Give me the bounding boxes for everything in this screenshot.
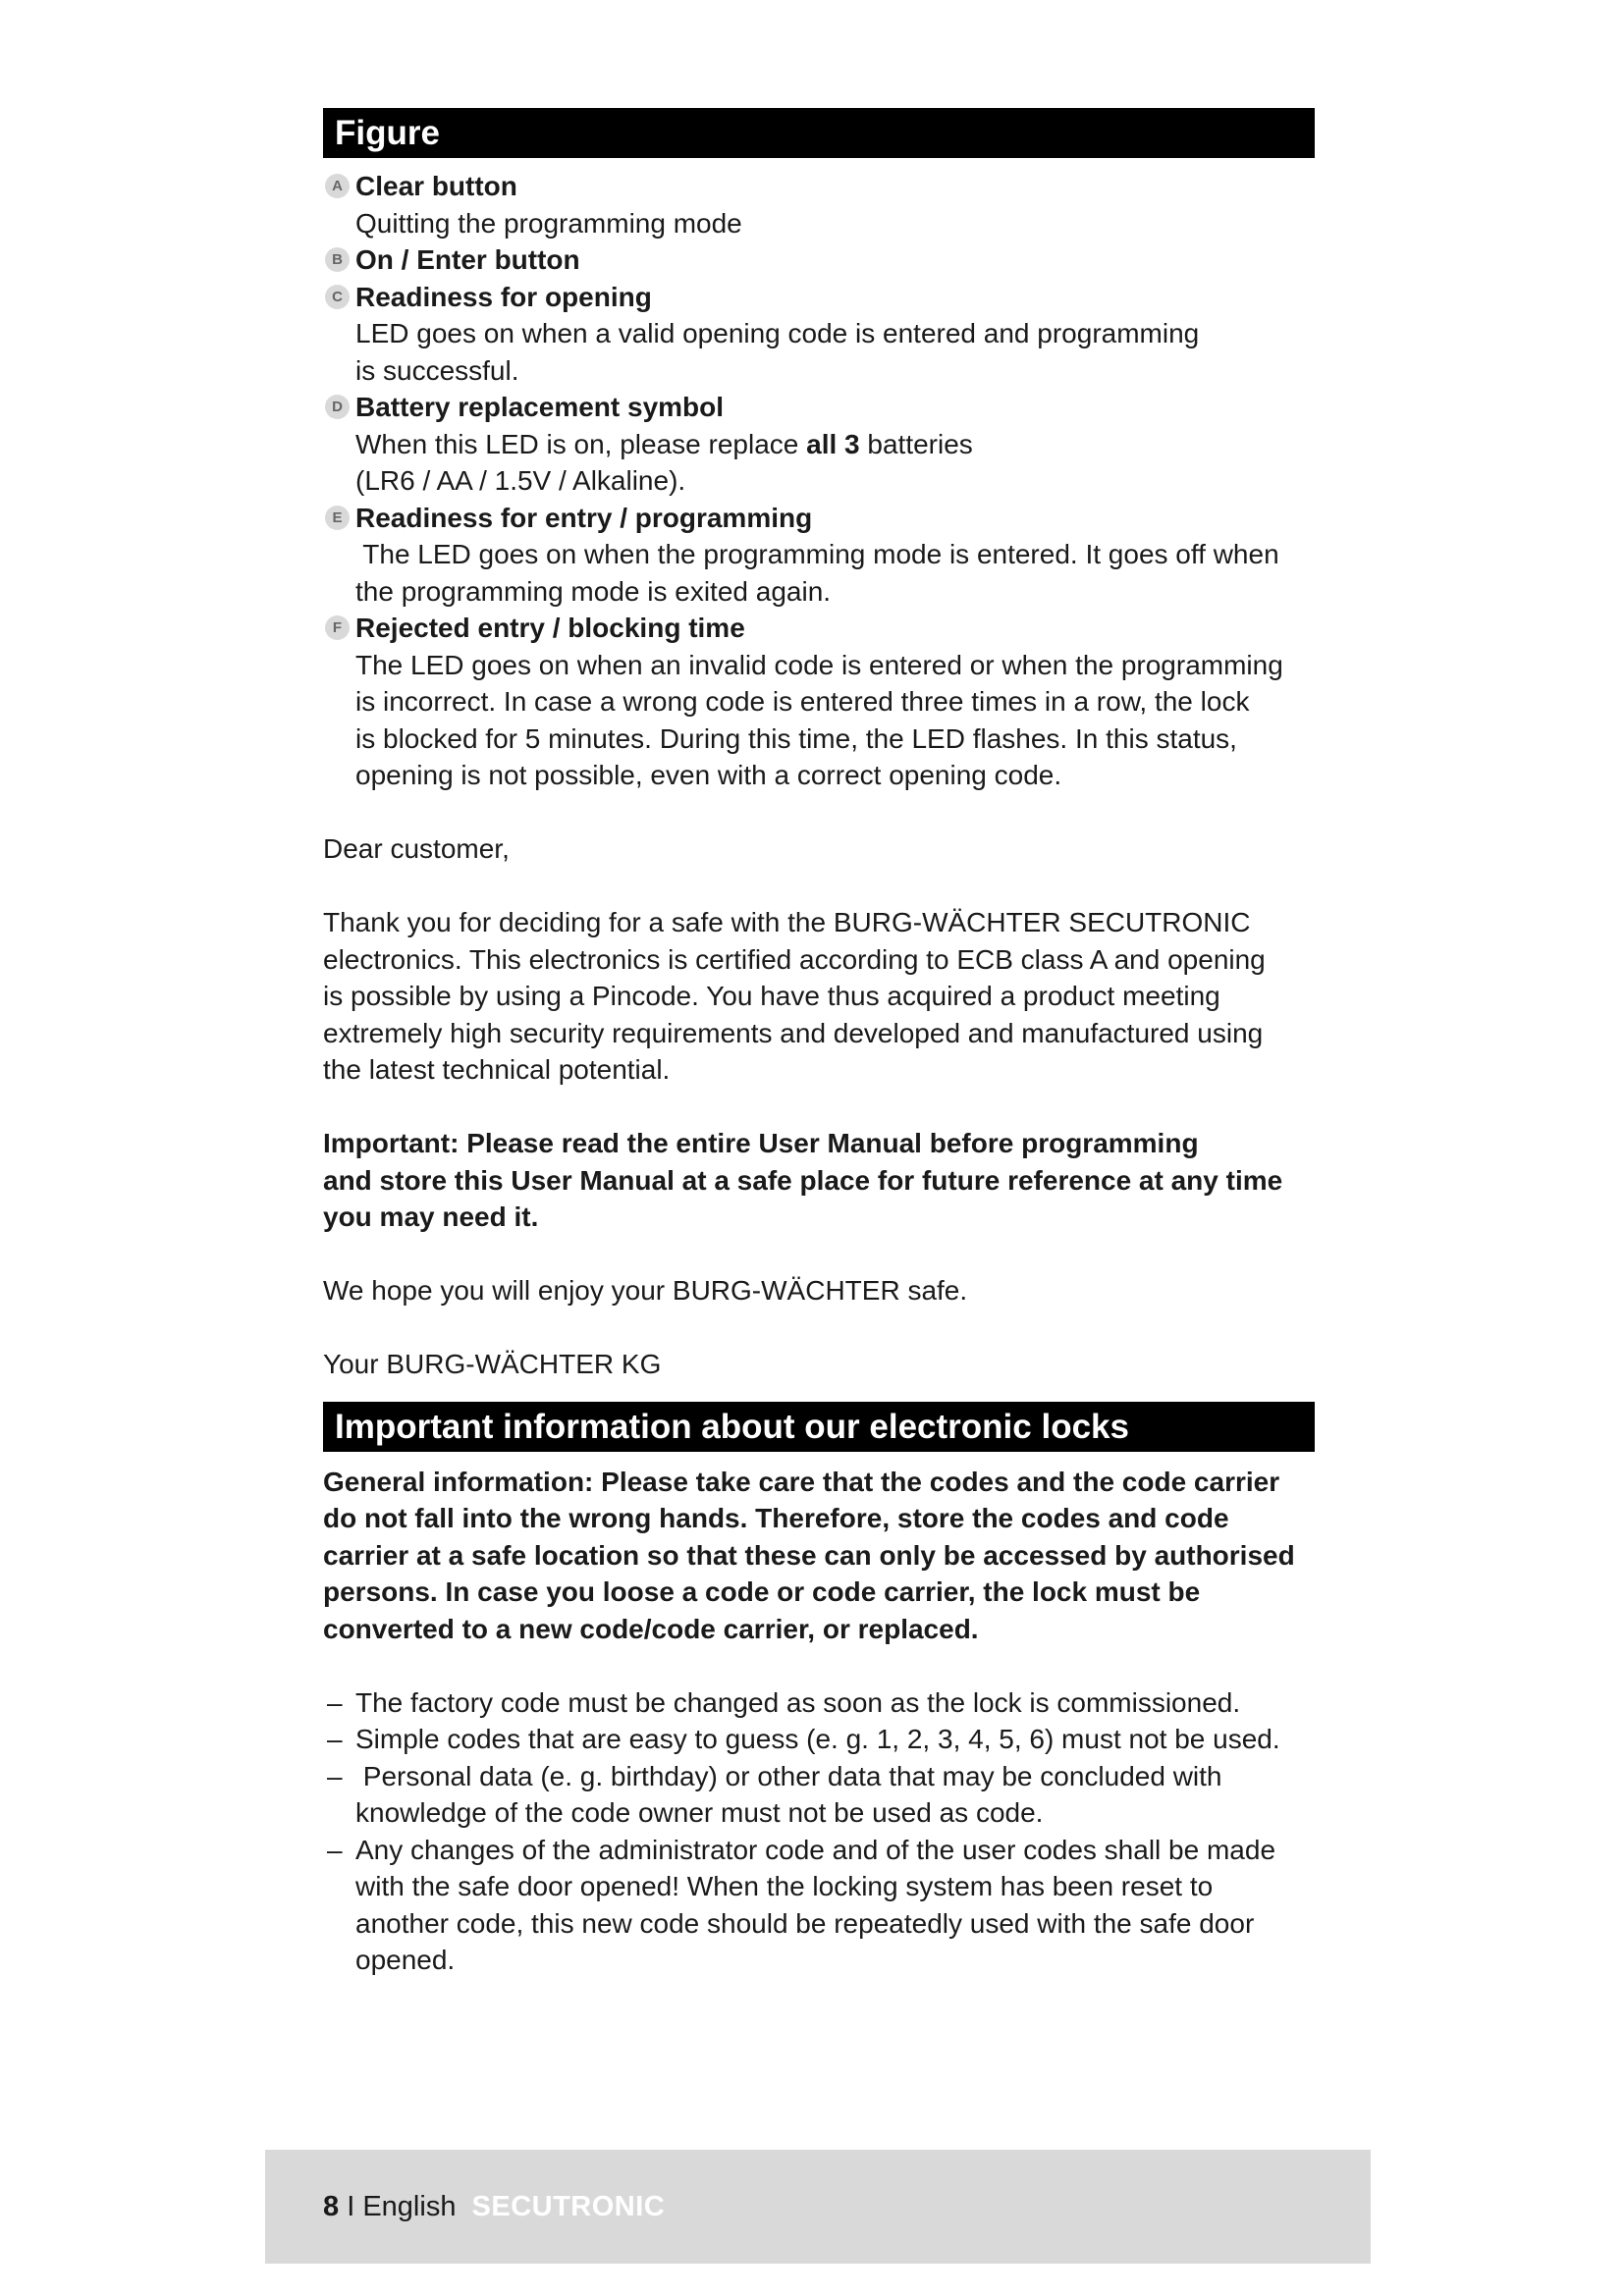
general-line: do not fall into the wrong hands. Therefore, store the codes and code	[323, 1503, 1229, 1533]
list-item	[323, 1832, 1315, 1979]
legend-desc: is blocked for 5 minutes. During this time, the LED flashes. In this status,	[355, 722, 1237, 754]
legend-desc: the programming mode is exited again.	[355, 575, 832, 607]
footer-language: English	[362, 2191, 457, 2222]
letter-c-icon: C	[325, 285, 350, 309]
battery-desc-after: batteries	[859, 428, 973, 459]
legend-desc: opening is not possible, even with a correct opening code.	[355, 760, 1062, 790]
general-line: General information: Please take care that the codes and the code carrier	[323, 1466, 1280, 1497]
legend-item-clear-button	[323, 168, 1315, 241]
thanks-line: is possible by using a Pincode. You have thus acquired a product meeting	[323, 981, 1220, 1011]
dash-bullet: –	[327, 1686, 343, 1718]
footer-separator: I	[347, 2191, 355, 2222]
general-line: persons. In case you loose a code or code carrier, the lock must be	[323, 1576, 1201, 1607]
letter-f-icon: F	[325, 615, 350, 640]
letter-a-icon: A	[325, 174, 350, 198]
legend-desc	[355, 426, 1315, 463]
battery-desc-bold: all 3	[806, 428, 860, 459]
page-footer	[323, 2187, 665, 2226]
figure-heading: Figure	[323, 108, 1315, 158]
battery-desc-before: When this LED is on, please replace	[355, 428, 807, 459]
legend-item-battery-symbol	[323, 389, 1315, 500]
page-content	[323, 108, 1315, 1979]
legend-item-on-enter-button	[323, 241, 1315, 279]
list-item-line: Simple codes that are easy to guess (e. g. 1, 2, 3, 4, 5, 6) must not be used.	[355, 1724, 1280, 1754]
legend-desc: (LR6 / AA / 1.5V / Alkaline).	[355, 465, 686, 496]
letter-e-icon: E	[325, 506, 350, 530]
list-item-line: with the safe door opened! When the locking system has been reset to	[355, 1871, 1214, 1901]
dash-bullet: –	[327, 1724, 343, 1754]
legend-title: Clear button	[355, 171, 517, 201]
list-item	[323, 1684, 1315, 1722]
legend-desc: The LED goes on when the programming mode is entered. It goes off when	[355, 539, 1279, 569]
important-notice	[323, 1125, 1315, 1236]
legend-desc: Quitting the programming mode	[355, 207, 742, 239]
list-item-line: opened.	[355, 1945, 456, 1975]
security-rules-list	[323, 1684, 1315, 1979]
list-item-line: another code, this new code should be repeatedly used with the safe door	[355, 1907, 1255, 1939]
thanks-line: the latest technical potential.	[323, 1054, 671, 1085]
greeting: Dear customer,	[323, 833, 510, 864]
thanks-line: extremely high security requirements and developed and manufactured using	[323, 1017, 1264, 1048]
dash-bullet: –	[327, 1760, 343, 1791]
info-heading: Important information about our electronic locks	[323, 1402, 1315, 1452]
legend-desc: is incorrect. In case a wrong code is entered three times in a row, the lock	[355, 686, 1250, 717]
important-line: and store this User Manual at a safe place for future reference at any time	[323, 1164, 1283, 1196]
legend-title: Battery replacement symbol	[355, 392, 725, 422]
letter-b-icon: B	[325, 247, 350, 272]
legend-desc: LED goes on when a valid opening code is entered and programming	[355, 318, 1200, 348]
legend-title: Rejected entry / blocking time	[355, 613, 745, 643]
enjoy-line: We hope you will enjoy your BURG-WÄCHTER safe.	[323, 1275, 968, 1306]
figure-legend	[323, 168, 1315, 794]
legend-desc: is successful.	[355, 354, 519, 386]
legend-title: Readiness for entry / programming	[355, 502, 813, 533]
signoff: Your BURG-WÄCHTER KG	[323, 1349, 662, 1379]
list-item-line: knowledge of the code owner must not be used as code.	[355, 1797, 1044, 1828]
general-line: carrier at a safe location so that these can only be accessed by authorised	[323, 1539, 1295, 1571]
page-number: 8	[323, 2191, 340, 2222]
legend-item-readiness-opening	[323, 279, 1315, 390]
legend-item-readiness-entry	[323, 500, 1315, 611]
general-information	[323, 1464, 1315, 1648]
legend-item-rejected-entry	[323, 610, 1315, 794]
list-item-line: Any changes of the administrator code and of the user codes shall be made	[355, 1834, 1276, 1865]
list-item-line: The factory code must be changed as soon as the lock is commissioned.	[355, 1686, 1241, 1718]
list-item	[323, 1758, 1315, 1832]
important-line: Important: Please read the entire User Manual before programming	[323, 1128, 1199, 1158]
general-line: converted to a new code/code carrier, or replaced.	[323, 1613, 979, 1644]
important-line: you may need it.	[323, 1201, 539, 1232]
thanks-line: Thank you for deciding for a safe with the BURG-WÄCHTER SECUTRONIC	[323, 907, 1251, 937]
legend-title: On / Enter button	[355, 244, 580, 275]
dash-bullet: –	[327, 1834, 343, 1865]
thanks-paragraph	[323, 904, 1315, 1089]
legend-desc: The LED goes on when an invalid code is entered or when the programming	[355, 649, 1283, 680]
footer-brand: SECUTRONIC	[471, 2191, 666, 2222]
legend-title: Readiness for opening	[355, 281, 652, 312]
letter-d-icon: D	[325, 395, 350, 419]
thanks-line: electronics. This electronics is certified according to ECB class A and opening	[323, 943, 1266, 975]
list-item	[323, 1721, 1315, 1758]
list-item-line: Personal data (e. g. birthday) or other data that may be concluded with	[355, 1760, 1222, 1791]
